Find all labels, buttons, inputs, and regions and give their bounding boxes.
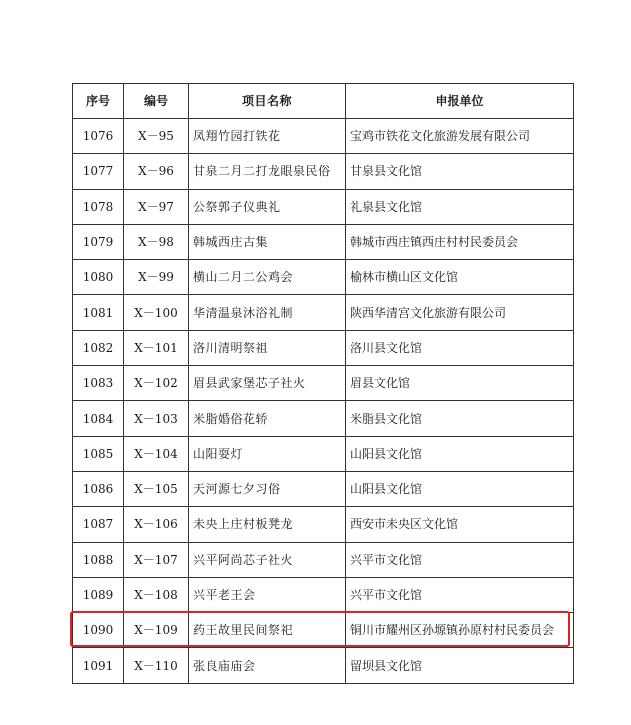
row-unit: 西安市未央区文化馆: [346, 507, 574, 542]
row-name: 眉县武家堡芯子社火: [189, 366, 346, 401]
table-row: [73, 295, 574, 330]
row-no: 1076: [73, 119, 124, 154]
row-code: Ⅹ－105: [124, 471, 189, 506]
row-no: 1081: [73, 295, 124, 330]
header-unit: 申报单位: [346, 84, 574, 119]
row-code: Ⅹ－95: [124, 119, 189, 154]
row-name: 山阳耍灯: [189, 436, 346, 471]
row-name: 张良庙庙会: [189, 648, 346, 683]
table-row: [73, 648, 574, 683]
row-no: 1083: [73, 366, 124, 401]
table-row: [73, 507, 574, 542]
table-row: [73, 224, 574, 259]
row-name: 米脂婚俗花轿: [189, 401, 346, 436]
row-unit: 兴平市文化馆: [346, 577, 574, 612]
row-code: Ⅹ－97: [124, 189, 189, 224]
table-row: [73, 189, 574, 224]
table-row: [73, 577, 574, 612]
row-no: 1078: [73, 189, 124, 224]
row-no: 1082: [73, 330, 124, 365]
row-unit: 山阳县文化馆: [346, 471, 574, 506]
row-code: Ⅹ－102: [124, 366, 189, 401]
row-code: Ⅹ－101: [124, 330, 189, 365]
row-code: Ⅹ－109: [124, 613, 189, 648]
row-unit: 留坝县文化馆: [346, 648, 574, 683]
table-row: [73, 154, 574, 189]
row-no: 1085: [73, 436, 124, 471]
table-row: [73, 330, 574, 365]
row-unit: 陕西华清宫文化旅游有限公司: [346, 295, 574, 330]
heritage-list-table: [72, 83, 574, 684]
row-code: Ⅹ－96: [124, 154, 189, 189]
row-unit: 甘泉县文化馆: [346, 154, 574, 189]
row-name: 天河源七夕习俗: [189, 471, 346, 506]
row-name: 药王故里民间祭祀: [189, 613, 346, 648]
row-no: 1089: [73, 577, 124, 612]
row-code: Ⅹ－98: [124, 224, 189, 259]
row-no: 1079: [73, 224, 124, 259]
row-name: 未央上庄村板凳龙: [189, 507, 346, 542]
row-no: 1088: [73, 542, 124, 577]
row-name: 洛川清明祭祖: [189, 330, 346, 365]
row-no: 1077: [73, 154, 124, 189]
table-row: [73, 401, 574, 436]
row-name: 凤翔竹园打铁花: [189, 119, 346, 154]
row-unit: 榆林市横山区文化馆: [346, 260, 574, 295]
table-row: [73, 471, 574, 506]
row-name: 甘泉二月二打龙眼泉民俗: [189, 154, 346, 189]
row-name: 公祭郭子仪典礼: [189, 189, 346, 224]
row-no: 1084: [73, 401, 124, 436]
row-name: 韩城西庄古集: [189, 224, 346, 259]
row-code: Ⅹ－106: [124, 507, 189, 542]
row-unit: 韩城市西庄镇西庄村村民委员会: [346, 224, 574, 259]
row-code: Ⅹ－107: [124, 542, 189, 577]
row-unit: 兴平市文化馆: [346, 542, 574, 577]
table-row: [73, 436, 574, 471]
row-name: 横山二月二公鸡会: [189, 260, 346, 295]
row-unit: 铜川市耀州区孙塬镇孙原村村民委员会: [346, 613, 574, 648]
header-code: 编号: [124, 84, 189, 119]
table-row: [73, 119, 574, 154]
table-row: [73, 366, 574, 401]
row-code: Ⅹ－100: [124, 295, 189, 330]
row-code: Ⅹ－103: [124, 401, 189, 436]
row-unit: 礼泉县文化馆: [346, 189, 574, 224]
row-unit: 眉县文化馆: [346, 366, 574, 401]
table-header-row: [73, 84, 574, 119]
row-name: 华清温泉沐浴礼制: [189, 295, 346, 330]
row-no: 1091: [73, 648, 124, 683]
row-no: 1090: [73, 613, 124, 648]
table-row: [73, 260, 574, 295]
row-unit: 洛川县文化馆: [346, 330, 574, 365]
row-no: 1080: [73, 260, 124, 295]
row-code: Ⅹ－99: [124, 260, 189, 295]
row-name: 兴平老王会: [189, 577, 346, 612]
header-no: 序号: [73, 84, 124, 119]
highlight-box: [70, 611, 570, 647]
row-code: Ⅹ－110: [124, 648, 189, 683]
table-row: [73, 542, 574, 577]
row-no: 1087: [73, 507, 124, 542]
row-code: Ⅹ－104: [124, 436, 189, 471]
row-unit: 米脂县文化馆: [346, 401, 574, 436]
row-unit: 山阳县文化馆: [346, 436, 574, 471]
row-code: Ⅹ－108: [124, 577, 189, 612]
row-no: 1086: [73, 471, 124, 506]
row-unit: 宝鸡市铁花文化旅游发展有限公司: [346, 119, 574, 154]
row-name: 兴平阿尚芯子社火: [189, 542, 346, 577]
header-name: 项目名称: [189, 84, 346, 119]
